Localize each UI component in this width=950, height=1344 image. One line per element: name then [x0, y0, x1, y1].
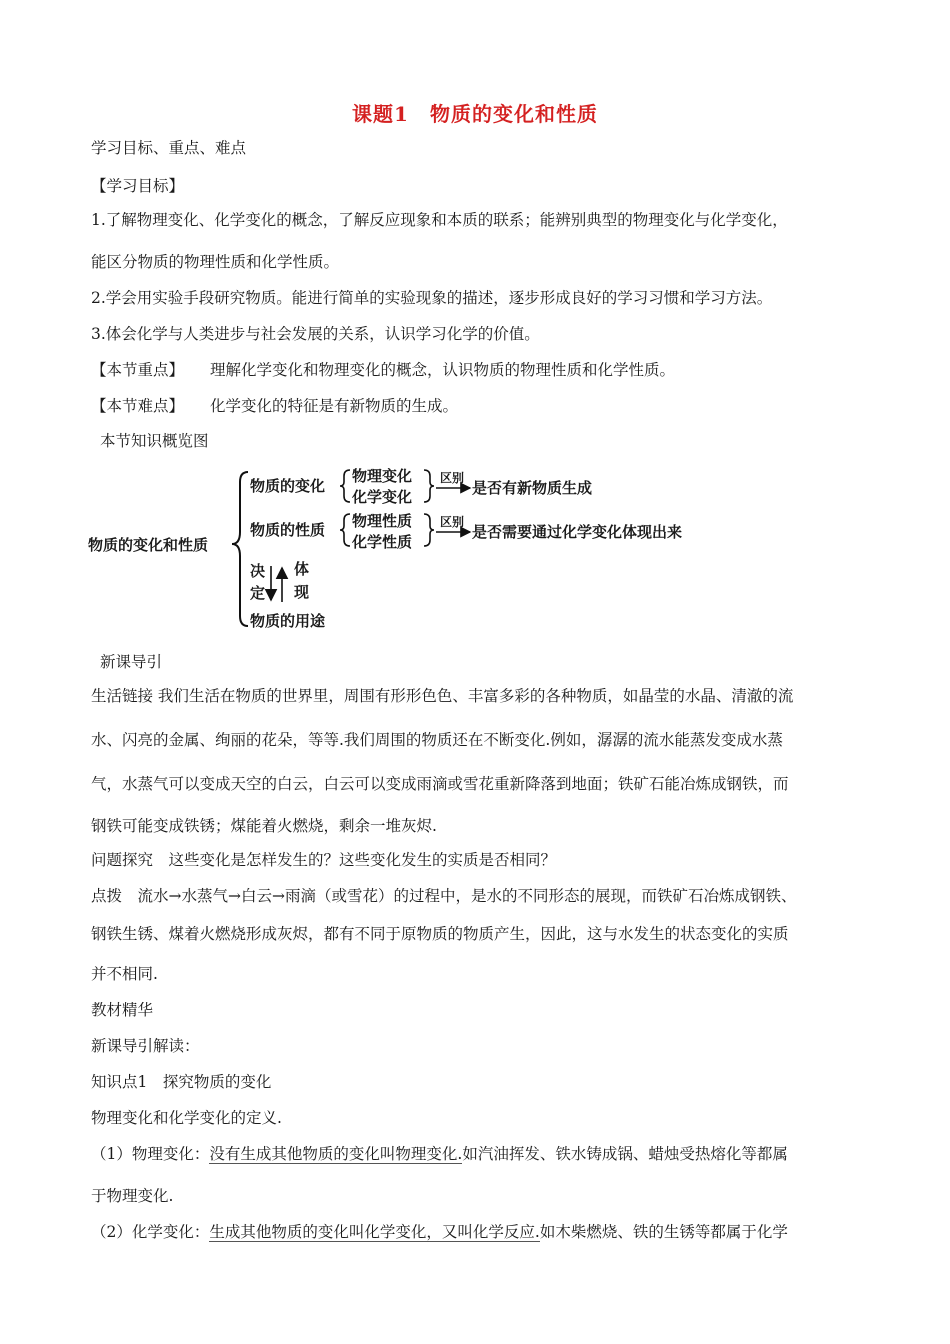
physical-change-definition: 没有生成其他物质的变化叫物理变化.: [209, 1145, 463, 1163]
chemical-change-definition: 生成其他物质的变化叫化学变化，又叫化学反应.: [209, 1223, 540, 1241]
goal-1-line-2: 能区分物质的物理性质和化学性质。: [91, 253, 340, 271]
difficult-point: [91, 396, 458, 416]
change-brace-left: [340, 470, 350, 502]
key-point-label: 【本节重点】: [91, 361, 185, 379]
paragraph-line-2: 水、闪亮的金属、绚丽的花朵，等等.我们周围的物质还在不断变化.例如，潺潺的流水能蒸发变成水蒸: [91, 731, 783, 749]
difficult-point-text: 化学变化的特征是有新物质的生成。: [210, 397, 459, 415]
physical-change-label: （1）物理变化：: [91, 1145, 210, 1163]
physical-change-examples: 如汽油挥发、铁水铸成锅、蜡烛受热熔化等都属: [462, 1145, 788, 1163]
diagram-result-1: 是否有新物质生成: [472, 479, 593, 497]
hint-line-3: 并不相同.: [91, 965, 158, 983]
diagram-difference-1: 区别: [440, 471, 465, 485]
property-brace-left: [340, 514, 350, 546]
knowledge-point-1: 知识点1 探究物质的变化: [91, 1073, 272, 1091]
goal-1-line-1: 1.了解物理变化、化学变化的概念，了解反应现象和本质的联系；能辨别典型的物理变化与化学变化，: [91, 211, 788, 229]
diagram-difference-2: 区别: [440, 515, 465, 529]
diagram-physical-property: 物理性质: [352, 512, 413, 530]
new-lesson-heading: 新课导引: [100, 653, 163, 671]
physical-change-line-2: 于物理变化.: [91, 1187, 174, 1205]
overview-heading: 本节知识概览图: [100, 432, 209, 450]
diagram-decide-1: 决: [250, 562, 266, 580]
section-heading: 学习目标、重点、难点: [91, 139, 247, 157]
textbook-heading: 教材精华: [91, 1001, 154, 1019]
knowledge-overview-diagram: [88, 462, 748, 636]
key-point-text: 理解化学变化和物理变化的概念，认识物质的物理性质和化学性质。: [210, 361, 676, 379]
hint-line-1: 点拨 流水→水蒸气→白云→雨滴（或雪花）的过程中，是水的不同形态的展现，而铁矿石冶炼成钢铁、: [91, 887, 797, 905]
property-brace-right: [424, 514, 434, 546]
hint-line-2: 钢铁生锈、煤着火燃烧形成灰烬，都有不同于原物质的物质产生，因此，这与水发生的状态变化的实质: [91, 925, 789, 943]
diagram-chemical-change: 化学变化: [352, 488, 413, 506]
main-brace: [232, 472, 248, 626]
diagram-decide-2: 定: [250, 584, 266, 602]
diagram-change: 物质的变化: [250, 477, 326, 495]
chemical-change-label: （2）化学变化：: [91, 1223, 210, 1241]
diagram-physical-change: 物理变化: [352, 467, 413, 485]
diagram-result-2: 是否需要通过化学变化体现出来: [472, 523, 683, 541]
goal-2: 2.学会用实验手段研究物质。能进行简单的实验现象的描述，逐步形成良好的学习习惯和学习方法。: [91, 289, 773, 307]
key-point: [91, 360, 675, 380]
paragraph-line-4: 钢铁可能变成铁锈；煤能着火燃烧，剩余一堆灰烬.: [91, 817, 437, 835]
physical-change-line-1: [91, 1144, 788, 1164]
chemical-change-examples: 如木柴燃烧、铁的生锈等都属于化学: [539, 1223, 788, 1241]
learning-goals-heading: 【学习目标】: [91, 177, 185, 195]
chemical-change-line-1: [91, 1222, 788, 1242]
paragraph-line-3: 气，水蒸气可以变成天空的白云，白云可以变成雨滴或雪花重新降落到地面；铁矿石能冶炼成钢铁，而: [91, 775, 789, 793]
interpretation-heading: 新课导引解读：: [91, 1037, 200, 1055]
diagram-root: 物质的变化和性质: [88, 536, 209, 554]
question-line: 问题探究 这些变化是怎样发生的？这些变化发生的实质是否相同？: [91, 851, 557, 869]
diagram-reflect-1: 体: [294, 560, 310, 578]
diagram-chemical-property: 化学性质: [352, 533, 413, 551]
diagram-use: 物质的用途: [250, 612, 326, 630]
change-brace-right: [424, 470, 434, 502]
diagram-property: 物质的性质: [250, 521, 326, 539]
diagram-reflect-2: 现: [294, 583, 310, 601]
goal-3: 3.体会化学与人类进步与社会发展的关系，认识学习化学的价值。: [91, 325, 540, 343]
paragraph-line-1: 生活链接 我们生活在物质的世界里，周围有形形色色、丰富多彩的各种物质，如晶莹的水晶、清澈的流: [91, 687, 794, 705]
difficult-point-label: 【本节难点】: [91, 397, 185, 415]
lesson-title: 课题1 物质的变化和性质: [352, 102, 598, 126]
definition-intro: 物理变化和化学变化的定义.: [91, 1109, 282, 1127]
